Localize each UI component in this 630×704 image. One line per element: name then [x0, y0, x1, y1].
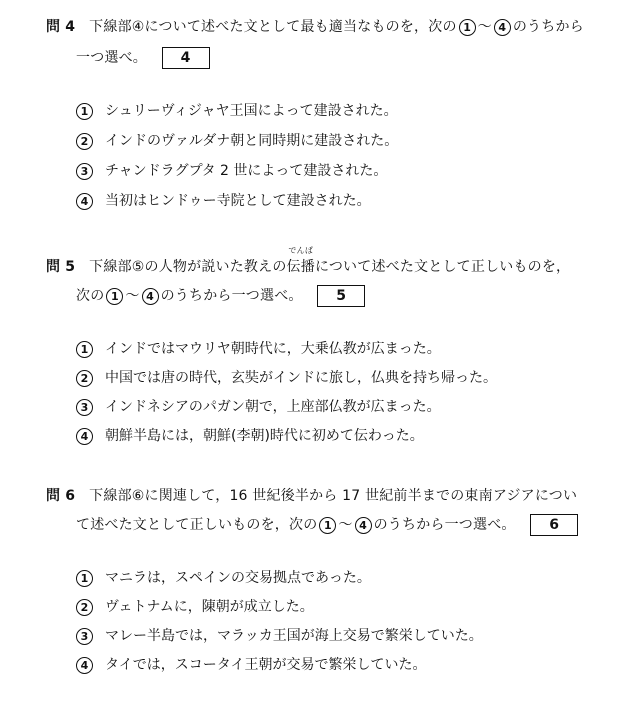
question-6-label: 問 6	[46, 488, 76, 504]
question-5-label: 問 5	[46, 259, 76, 275]
option-text: インドのヴァルダナ朝と同時期に建設された。	[105, 133, 399, 149]
option-row[interactable]	[76, 161, 387, 181]
range-tilde: 〜	[477, 19, 492, 35]
range-end-badge: 4	[355, 517, 372, 534]
option-number-badge: 4	[76, 193, 93, 210]
option-text: インドではマウリヤ朝時代に，大乗仏教が広まった。	[105, 341, 441, 357]
option-number-badge: 1	[76, 103, 93, 120]
range-start-badge: 1	[319, 517, 336, 534]
answer-box-6: 6	[530, 514, 578, 536]
option-text: インドネシアのパガン朝で，上座部仏教が広まった。	[105, 399, 441, 415]
question-4-text-tail: のうちから	[512, 19, 584, 35]
option-number-badge: 2	[76, 599, 93, 616]
question-5-text: 下線部⑤の人物が説いた教えの	[89, 259, 287, 275]
option-text: タイでは，スコータイ王朝が交易で繁栄していた。	[105, 657, 427, 673]
ruby-word	[286, 246, 315, 277]
question-6-line-2	[76, 514, 578, 536]
option-number-badge: 3	[76, 163, 93, 180]
option-row[interactable]	[76, 397, 441, 417]
answer-box-4: 4	[162, 47, 210, 69]
question-5-line-1	[46, 246, 571, 277]
range-start-badge: 1	[106, 288, 123, 305]
question-5-text-d: のうちから一つ選べ。	[160, 288, 303, 304]
option-row[interactable]	[76, 191, 371, 211]
question-6-line-1	[46, 486, 577, 506]
option-row[interactable]	[76, 131, 398, 151]
option-row[interactable]	[76, 101, 398, 121]
question-4-instruction: 一つ選べ。	[76, 50, 147, 66]
option-text: シュリーヴィジャヤ王国によって建設された。	[105, 103, 398, 119]
option-number-badge: 3	[76, 628, 93, 645]
option-row[interactable]	[76, 368, 497, 388]
question-4-label: 問 4	[46, 19, 76, 35]
range-tilde: 〜	[125, 288, 140, 304]
option-number-badge: 2	[76, 370, 93, 387]
question-4-line-1	[46, 17, 584, 37]
question-6-text: 下線部⑥に関連して，16 世紀後半から 17 世紀前半までの東南アジアについ	[89, 488, 578, 504]
ruby-base: 伝播	[286, 259, 315, 275]
ruby-reading: でんぱ	[288, 246, 314, 255]
option-row[interactable]	[76, 339, 441, 359]
range-end-badge: 4	[142, 288, 159, 305]
option-text: 朝鮮半島には，朝鮮(李朝)時代に初めて伝わった。	[105, 428, 424, 444]
question-5-text-b: について述べた文として正しいものを，	[314, 259, 571, 275]
option-number-badge: 4	[76, 657, 93, 674]
option-text: マニラは，スペインの交易拠点であった。	[105, 570, 371, 586]
option-row[interactable]	[76, 626, 483, 646]
option-text: ヴェトナムに，陳朝が成立した。	[105, 599, 314, 615]
range-tilde: 〜	[338, 517, 353, 533]
option-text: チャンドラグプタ 2 世によって建設された。	[105, 163, 388, 179]
option-row[interactable]	[76, 426, 424, 446]
question-4-text: 下線部④について述べた文として最も適当なものを，次の	[89, 19, 457, 35]
question-5-line-2	[76, 285, 365, 307]
option-number-badge: 4	[76, 428, 93, 445]
option-row[interactable]	[76, 655, 426, 675]
range-end-badge: 4	[494, 19, 511, 36]
option-number-badge: 1	[76, 341, 93, 358]
option-text: 当初はヒンドゥー寺院として建設された。	[105, 193, 371, 209]
range-start-badge: 1	[459, 19, 476, 36]
option-number-badge: 1	[76, 570, 93, 587]
question-6-text-c: のうちから一つ選べ。	[373, 517, 516, 533]
question-4-line-2	[76, 47, 210, 69]
option-number-badge: 3	[76, 399, 93, 416]
answer-box-5: 5	[317, 285, 365, 307]
option-number-badge: 2	[76, 133, 93, 150]
question-6-text-b: て述べた文として正しいものを，次の	[76, 517, 318, 533]
option-text: 中国では唐の時代，玄奘がインドに旅し，仏典を持ち帰った。	[105, 370, 497, 386]
option-row[interactable]	[76, 597, 314, 617]
option-text: マレー半島では，マラッカ王国が海上交易で繁栄していた。	[105, 628, 483, 644]
question-5-text-c: 次の	[76, 288, 105, 304]
option-row[interactable]	[76, 568, 371, 588]
